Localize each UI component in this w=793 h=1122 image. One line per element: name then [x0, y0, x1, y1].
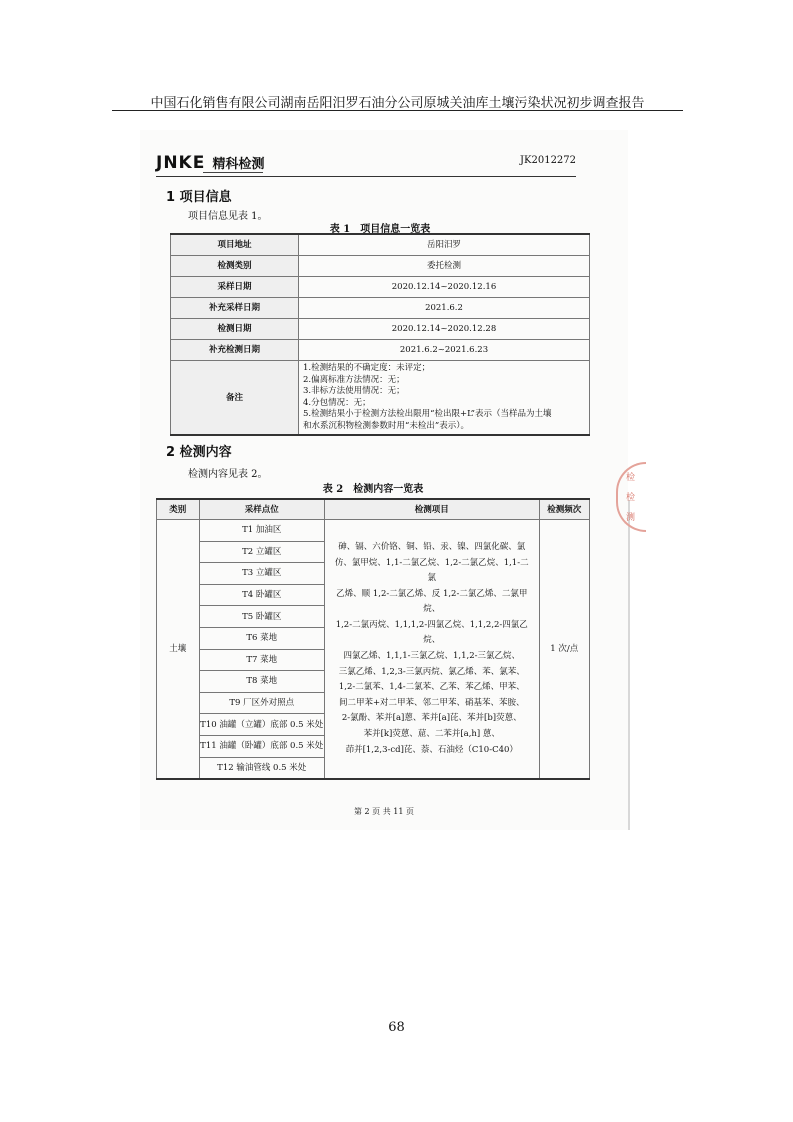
- note-line: 和水系沉积物检测参数时用“未检出”表示）。: [303, 420, 469, 431]
- sample-point: T3 立罐区: [199, 563, 324, 585]
- scan-page-footer: 第 2 页 共 11 页: [354, 807, 414, 816]
- sample-point: T9 厂区外对照点: [199, 692, 324, 714]
- item-line: 苯并[k]荧蒽、䓛、二苯并[a,h] 蒽、: [363, 729, 500, 740]
- row-label: 补充采样日期: [171, 298, 299, 319]
- notes-label: 备注: [171, 361, 299, 436]
- notes-cell: [299, 361, 590, 436]
- sample-point: T8 菜地: [199, 671, 324, 693]
- row-value: 2021.6.2: [299, 298, 590, 319]
- col-header: 类别: [157, 499, 200, 520]
- stamp-char: 测: [626, 513, 636, 523]
- table-row: [157, 520, 590, 542]
- table-row: [171, 277, 590, 298]
- stamp-char: 检: [626, 493, 636, 503]
- test-content-table: [156, 498, 590, 780]
- section2-intro: 检测内容见表 2。: [188, 469, 268, 480]
- table-row: [171, 234, 590, 256]
- row-value: 岳阳汨罗: [299, 234, 590, 256]
- note-line: 5.检测结果小于检测方法检出限用“检出限+L”表示（当样品为土壤: [303, 409, 552, 419]
- item-line: 三氯乙烯、1,2,3-三氯丙烷、氯乙烯、苯、氯苯、: [338, 666, 525, 677]
- row-value: 2020.12.14~2020.12.16: [299, 277, 590, 298]
- sample-point: T7 菜地: [199, 649, 324, 671]
- sample-point: T10 油罐（立罐）底部 0.5 米处: [199, 714, 324, 736]
- sample-point: T6 菜地: [199, 627, 324, 649]
- project-info-table: [170, 233, 590, 436]
- page-header: 中国石化销售有限公司湖南岳阳汨罗石油分公司原城关油库土壤污染状况初步调查报告: [150, 96, 645, 111]
- item-line: 2-氯酚、苯并[a]蒽、苯并[a]芘、苯并[b]荧蒽、: [341, 713, 522, 724]
- table-row: [171, 340, 590, 361]
- table-row: [171, 361, 590, 436]
- report-number: JK2012272: [520, 155, 577, 166]
- item-line: 1,2-二氯丙烷、1,1,1,2-四氯乙烷、1,1,2,2-四氯乙烷、: [335, 619, 528, 646]
- table-row: [171, 256, 590, 277]
- note-line: 3.非标方法使用情况：无；: [303, 386, 405, 396]
- item-line: 1,2-二氯苯、1,4-二氯苯、乙苯、苯乙烯、甲苯、: [338, 682, 525, 693]
- sample-point: T12 输油管线 0.5 米处: [199, 757, 324, 779]
- row-label: 采样日期: [171, 277, 299, 298]
- item-line: 茚并[1,2,3-cd]芘、萘、石油烃（C10-C40）: [345, 744, 518, 755]
- sample-point: T4 卧罐区: [199, 584, 324, 606]
- row-value: 委托检测: [299, 256, 590, 277]
- sample-point: T11 油罐（卧罐）底部 0.5 米处: [199, 735, 324, 757]
- stamp-char: 检: [626, 473, 636, 483]
- row-value: 2020.12.14~2020.12.28: [299, 319, 590, 340]
- sample-point: T1 加油区: [199, 520, 324, 542]
- logo-mark: JNKE: [156, 153, 206, 173]
- item-line: 砷、镉、六价铬、铜、铅、汞、镍、四氯化碳、氯: [338, 541, 526, 552]
- scan-edge-divider: [628, 500, 630, 830]
- row-label: 补充检测日期: [171, 340, 299, 361]
- col-header: 检测项目: [324, 499, 539, 520]
- row-label: 项目地址: [171, 234, 299, 256]
- table2-caption: 表 2 检测内容一览表: [322, 484, 424, 495]
- frequency-cell: 1 次/点: [539, 520, 589, 780]
- scan-header-rule: [156, 176, 576, 177]
- logo-name: 精科检测: [212, 157, 265, 172]
- table-header-row: [157, 499, 590, 520]
- test-items-cell: [324, 520, 539, 780]
- sample-point: T5 卧罐区: [199, 606, 324, 628]
- section2-title: 2 检测内容: [166, 445, 232, 460]
- section1-intro: 项目信息见表 1。: [188, 211, 268, 222]
- row-label: 检测日期: [171, 319, 299, 340]
- logo-underline: [203, 172, 263, 173]
- company-logo: [156, 153, 264, 173]
- category-cell: 土壤: [157, 520, 200, 780]
- row-label: 检测类别: [171, 256, 299, 277]
- item-line: 仿、氯甲烷、1,1-二氯乙烷、1,2-二氯乙烷、1,1-二氯: [334, 557, 529, 584]
- row-value: 2021.6.2~2021.6.23: [299, 340, 590, 361]
- item-line: 间二甲苯+对二甲苯、邻二甲苯、硝基苯、苯胺、: [338, 697, 525, 708]
- col-header: 采样点位: [199, 499, 324, 520]
- table1-caption: 表 1 项目信息一览表: [329, 224, 431, 235]
- table-row: [171, 298, 590, 319]
- item-line: 四氯乙烯、1,1,1-三氯乙烷、1,1,2-三氯乙烷、: [343, 651, 520, 662]
- col-header: 检测频次: [539, 499, 589, 520]
- sample-point: T2 立罐区: [199, 541, 324, 563]
- page-number: 68: [388, 1020, 405, 1035]
- note-line: 2.偏离标准方法情况：无；: [303, 374, 405, 385]
- item-line: 乙烯、顺 1,2-二氯乙烯、反 1,2-二氯乙烯、二氯甲烷、: [336, 588, 528, 615]
- header-divider: [112, 110, 683, 111]
- table-row: [171, 319, 590, 340]
- note-line: 1.检测结果的不确定度：未评定；: [303, 363, 431, 373]
- section1-title: 1 项目信息: [166, 190, 232, 205]
- note-line: 4.分包情况：无；: [303, 397, 371, 408]
